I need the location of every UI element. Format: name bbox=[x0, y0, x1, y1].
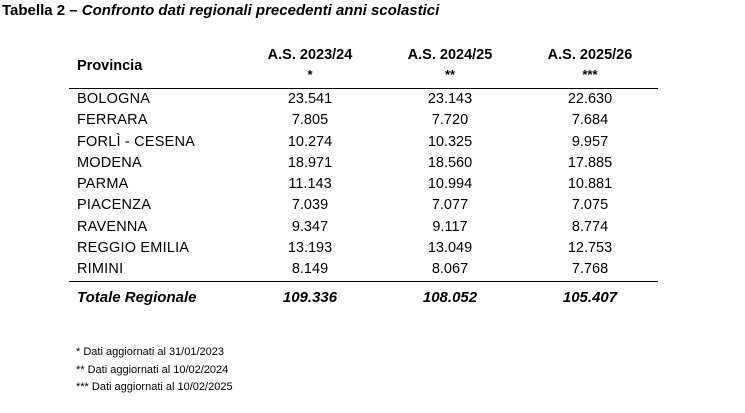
table-row bbox=[69, 174, 658, 195]
cell-value: 9.957 bbox=[571, 133, 609, 150]
cell-value: 7.805 bbox=[291, 112, 329, 129]
cell-value: 7.684 bbox=[571, 112, 609, 129]
total-label: Totale Regionale bbox=[77, 288, 197, 306]
header-col-note: *** bbox=[582, 67, 598, 82]
cell-value: 17.885 bbox=[567, 154, 613, 171]
table-row bbox=[69, 217, 658, 238]
caption-title: Confronto dati regionali precedenti anni scolastici bbox=[81, 2, 440, 19]
total-row bbox=[69, 285, 658, 311]
province-name: RIMINI bbox=[77, 261, 124, 278]
cell-value: 7.768 bbox=[571, 261, 609, 278]
cell-value: 13.049 bbox=[427, 240, 473, 257]
header-col-2023-24 bbox=[245, 45, 375, 85]
header-province: Provincia bbox=[77, 58, 143, 74]
footnote: * Dati aggiornati al 31/01/2023 bbox=[76, 346, 224, 358]
cell-value: 18.971 bbox=[287, 154, 333, 171]
cell-value: 7.039 bbox=[291, 197, 329, 214]
table-row bbox=[69, 110, 658, 131]
cell-value: 10.881 bbox=[567, 176, 613, 193]
cell-value: 7.720 bbox=[431, 112, 469, 129]
header-col-note: * bbox=[307, 67, 313, 82]
total-value: 109.336 bbox=[282, 288, 338, 306]
province-name: REGGIO EMILIA bbox=[77, 240, 190, 257]
table-row bbox=[69, 238, 658, 259]
table-row bbox=[69, 89, 658, 110]
cell-value: 23.541 bbox=[287, 91, 333, 107]
province-name: MODENA bbox=[77, 154, 142, 171]
cell-value: 10.274 bbox=[287, 133, 333, 150]
cell-value: 23.143 bbox=[427, 91, 473, 107]
footnotes bbox=[76, 344, 233, 397]
cell-value: 8.067 bbox=[431, 261, 469, 278]
cell-value: 18.560 bbox=[427, 154, 473, 171]
table-row bbox=[69, 259, 658, 280]
cell-value: 11.143 bbox=[288, 176, 332, 193]
table-row bbox=[69, 153, 658, 174]
cell-value: 7.077 bbox=[431, 197, 469, 214]
table-header bbox=[69, 40, 658, 88]
table-body bbox=[69, 89, 658, 281]
cell-value: 12.753 bbox=[567, 240, 613, 257]
province-name: FERRARA bbox=[77, 112, 148, 129]
province-name: RAVENNA bbox=[77, 218, 148, 235]
header-col-note: ** bbox=[444, 67, 456, 82]
header-col-label: A.S. 2025/26 bbox=[547, 47, 633, 63]
header-col-label: A.S. 2023/24 bbox=[267, 47, 353, 63]
table-row bbox=[69, 132, 658, 153]
province-name: BOLOGNA bbox=[77, 91, 151, 107]
header-col-label: A.S. 2024/25 bbox=[407, 47, 493, 63]
table-caption bbox=[2, 2, 439, 19]
cell-value: 10.325 bbox=[427, 133, 473, 150]
table-row bbox=[69, 195, 658, 216]
total-value: 105.407 bbox=[562, 288, 618, 306]
total-value: 108.052 bbox=[422, 288, 478, 306]
header-col-2024-25 bbox=[385, 45, 515, 85]
comparison-table bbox=[69, 40, 658, 311]
total-rule bbox=[69, 281, 658, 282]
cell-value: 10.994 bbox=[427, 176, 473, 193]
cell-value: 13.193 bbox=[287, 240, 333, 257]
province-name: PARMA bbox=[77, 176, 129, 193]
footnote: ** Dati aggiornati al 10/02/2024 bbox=[76, 363, 229, 376]
cell-value: 8.149 bbox=[291, 261, 329, 278]
province-name: PIACENZA bbox=[77, 197, 152, 214]
cell-value: 9.117 bbox=[432, 218, 468, 235]
header-col-2025-26 bbox=[525, 45, 655, 85]
cell-value: 22.630 bbox=[567, 91, 613, 107]
caption-label: Tabella 2 – bbox=[2, 2, 78, 19]
footnote: *** Dati aggiornati al 10/02/2025 bbox=[76, 381, 233, 393]
province-name: FORLÌ - CESENA bbox=[77, 133, 196, 150]
cell-value: 7.075 bbox=[571, 197, 609, 214]
cell-value: 8.774 bbox=[571, 218, 609, 235]
cell-value: 9.347 bbox=[291, 218, 329, 235]
